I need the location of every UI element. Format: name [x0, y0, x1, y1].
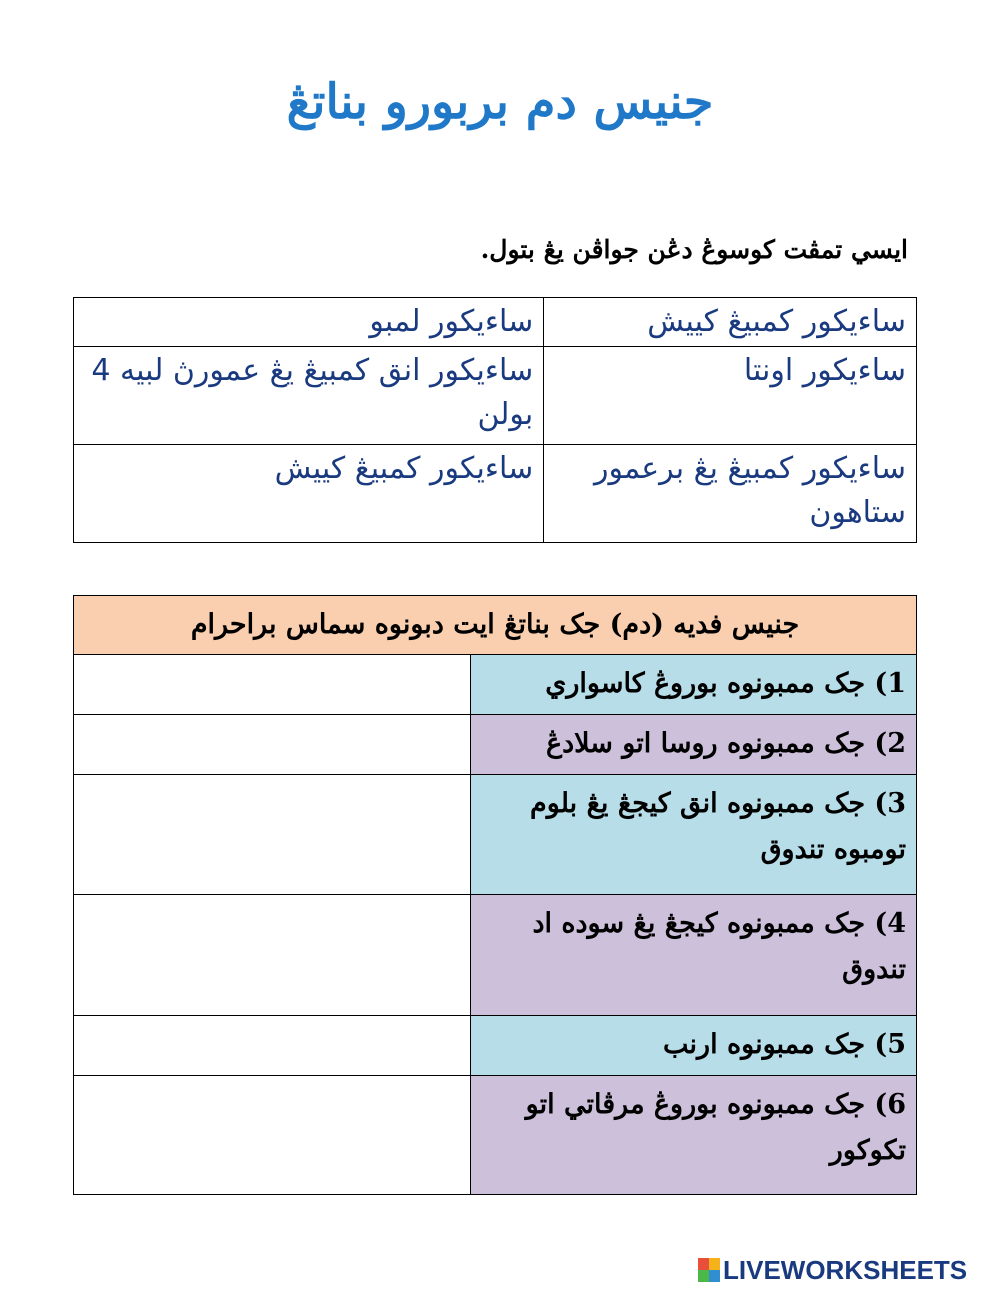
answer-field[interactable] — [74, 715, 471, 775]
question-cell: 2) جک ممبونوه روسا اتو سلادڠ — [471, 715, 917, 775]
table-row — [74, 445, 917, 543]
question-cell: 4) جک ممبونوه کيجڠ يڠ سوده اد تندوق — [471, 895, 917, 1016]
instruction-text: ايسي تمڤت کوسوڠ دڠن جواڤن يڠ بتول. — [480, 235, 908, 264]
table-header: جنيس فديه (دم) جک بناتڠ ايت دبونوه سماس براحرام — [74, 596, 917, 655]
table-row — [74, 1076, 917, 1195]
table-row — [74, 655, 917, 715]
table-row — [74, 775, 917, 895]
table-row — [74, 1016, 917, 1076]
logo-text: LIVEWORKSHEETS — [723, 1255, 968, 1285]
option-cell: ساءيکور کمبيڠ کييش — [544, 298, 917, 347]
question-cell: 1) جک ممبونوه بوروڠ کاسواري — [471, 655, 917, 715]
option-cell: ساءيکور انق کمبيڠ يڠ عمورڽ لبيه 4 بولن — [74, 347, 544, 445]
sheep-options-table — [73, 297, 917, 543]
answer-field[interactable] — [74, 775, 471, 895]
question-cell: 3) جک ممبونوه انق کيجڠ يڠ بلوم تومبوه تندوق — [471, 775, 917, 895]
table-header-row — [74, 596, 917, 655]
table-row — [74, 347, 917, 445]
answer-field[interactable] — [74, 895, 471, 1016]
option-cell: ساءيکور کمبيڠ يڠ برعمور ستاهون — [544, 445, 917, 543]
page-title: جنيس دم بربورو بناتڠ — [286, 74, 714, 130]
answer-table — [73, 595, 917, 1195]
answer-field[interactable] — [74, 1016, 471, 1076]
liveworksheets-logo — [698, 1253, 994, 1287]
table-row — [74, 298, 917, 347]
liveworksheets-logo-icon — [698, 1258, 720, 1282]
option-cell: ساءيکور کمبيڠ کييش — [74, 445, 544, 543]
option-cell: ساءيکور اونتا — [544, 347, 917, 445]
question-cell: 5) جک ممبونوه ارنب — [471, 1016, 917, 1076]
answer-field[interactable] — [74, 1076, 471, 1195]
question-cell: 6) جک ممبونوه بوروڠ مرڤاتي اتو تکوکور — [471, 1076, 917, 1195]
table-row — [74, 895, 917, 1016]
option-cell: ساءيکور لمبو — [74, 298, 544, 347]
answer-field[interactable] — [74, 655, 471, 715]
table-row — [74, 715, 917, 775]
